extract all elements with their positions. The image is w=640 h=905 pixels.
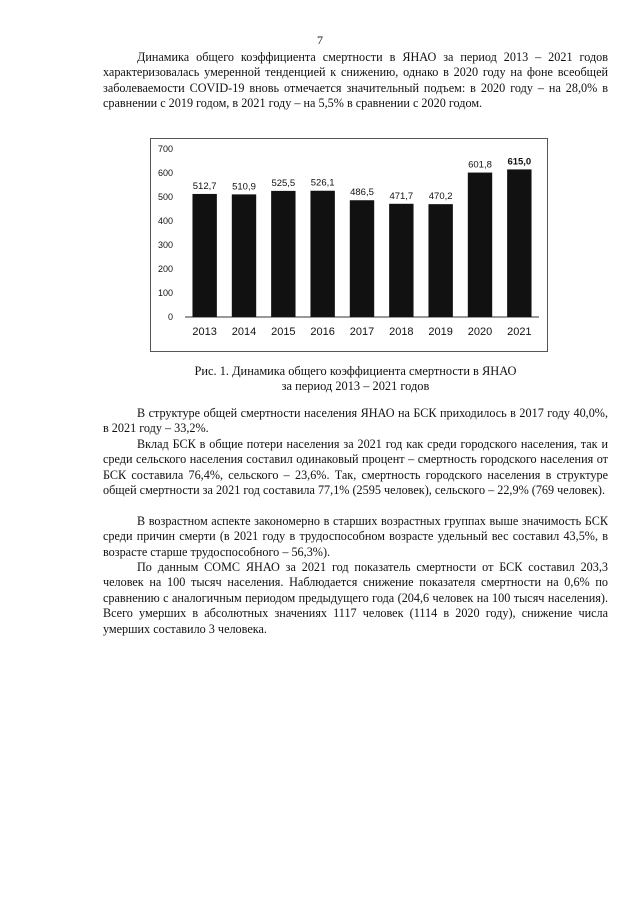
paragraph-5	[103, 560, 608, 637]
y-tick-label: 600	[157, 168, 173, 178]
data-label: 471,7	[389, 190, 414, 202]
bar	[507, 169, 531, 317]
paragraph-1-text: Динамика общего коэффициента смертности в ЯНАО за период 2013 – 2021 годов характеризовалась умеренной тенденцией к снижению, однако в 2020 году на фоне всеобщей заболеваемости COVID-19 вновь отмечается значительный подъем: в 2020 году – на 28,0% в сравнении с 2019 годом, в 2021 году – на 5,5% в сравнении с 2020 годом.	[103, 50, 608, 111]
x-tick-label: 2013	[192, 326, 217, 338]
data-label: 512,7	[192, 180, 217, 192]
data-label: 601,8	[468, 159, 492, 171]
x-tick-label: 2017	[349, 326, 375, 338]
y-tick-label: 500	[157, 192, 173, 202]
paragraph-4-text: В возрастном аспекте закономерно в старших возрастных группах выше значимость БСК среди причин смерти (в 2021 году в трудоспособном возрасте удельный вес составил 43,5%, в возрасте старше трудоспособного – 56,3%).	[103, 514, 608, 559]
y-tick-label: 400	[157, 216, 173, 226]
data-label: 510,9	[232, 181, 256, 193]
x-tick-label: 2019	[428, 326, 453, 338]
paragraph-5-text: По данным СОМС ЯНАО за 2021 год показатель смертности от БСК составил 203,3 человек на 100 тысяч населения. Наблюдается снижение показателя смертности на 0,6% по сравнению с аналогичным периодом предыдущего года (204,6 человек на 100 тысяч населения). Всего умерших в абсолютных значениях 1117 человек (1114 в 2020 году), снижение числа умерших составило 3 человека.	[103, 560, 608, 636]
bar	[350, 200, 374, 317]
paragraph-3-text: Вклад БСК в общие потери населения за 2021 год как среди городского населения, так и среди сельского населения составил одинаковый процент – смертность городского населения от БСК составила 76,4%, сельского – 23,6%. Так, смертность городского населения в структуре общей смертности за 2021 год составила 77,1% (2595 человек), сельского – 22,9% (769 человек).	[103, 437, 608, 498]
x-tick-label: 2015	[271, 326, 296, 338]
bar	[389, 204, 413, 317]
paragraph-1	[103, 50, 608, 112]
x-tick-label: 2014	[231, 326, 257, 338]
x-tick-label: 2020	[467, 326, 493, 338]
x-tick-label: 2021	[507, 326, 532, 338]
y-tick-label: 700	[157, 144, 173, 154]
data-label: 526,1	[310, 177, 335, 189]
y-tick-label: 200	[157, 264, 173, 274]
y-tick-label: 0	[167, 312, 173, 322]
y-tick-label: 100	[157, 288, 173, 298]
paragraph-3	[103, 437, 608, 499]
y-tick-label: 300	[157, 240, 173, 250]
data-label: 470,2	[428, 191, 453, 203]
bar	[428, 204, 452, 317]
figure-caption-line-2: за период 2013 – 2021 годов	[281, 379, 430, 393]
page-number: 7	[317, 33, 323, 47]
data-label: 525,5	[271, 177, 296, 189]
x-tick-label: 2016	[310, 326, 335, 338]
paragraph-2-text: В структуре общей смертности населения ЯНАО на БСК приходилось в 2017 году 40,0%, в 2021 году – 33,2%.	[103, 406, 608, 436]
paragraph-2	[103, 406, 608, 437]
bar	[232, 194, 256, 317]
figure-caption-line-1: Рис. 1. Динамика общего коэффициента смертности в ЯНАО	[194, 364, 517, 378]
bar	[468, 173, 492, 317]
x-tick-label: 2018	[389, 326, 414, 338]
paragraph-4	[103, 514, 608, 560]
bar	[192, 194, 216, 317]
mortality-bar-chart	[151, 139, 547, 351]
chart-frame	[150, 138, 548, 352]
bar	[310, 191, 334, 317]
bar	[271, 191, 295, 317]
data-label: 486,5	[350, 187, 374, 199]
data-label: 615,0	[507, 156, 532, 168]
